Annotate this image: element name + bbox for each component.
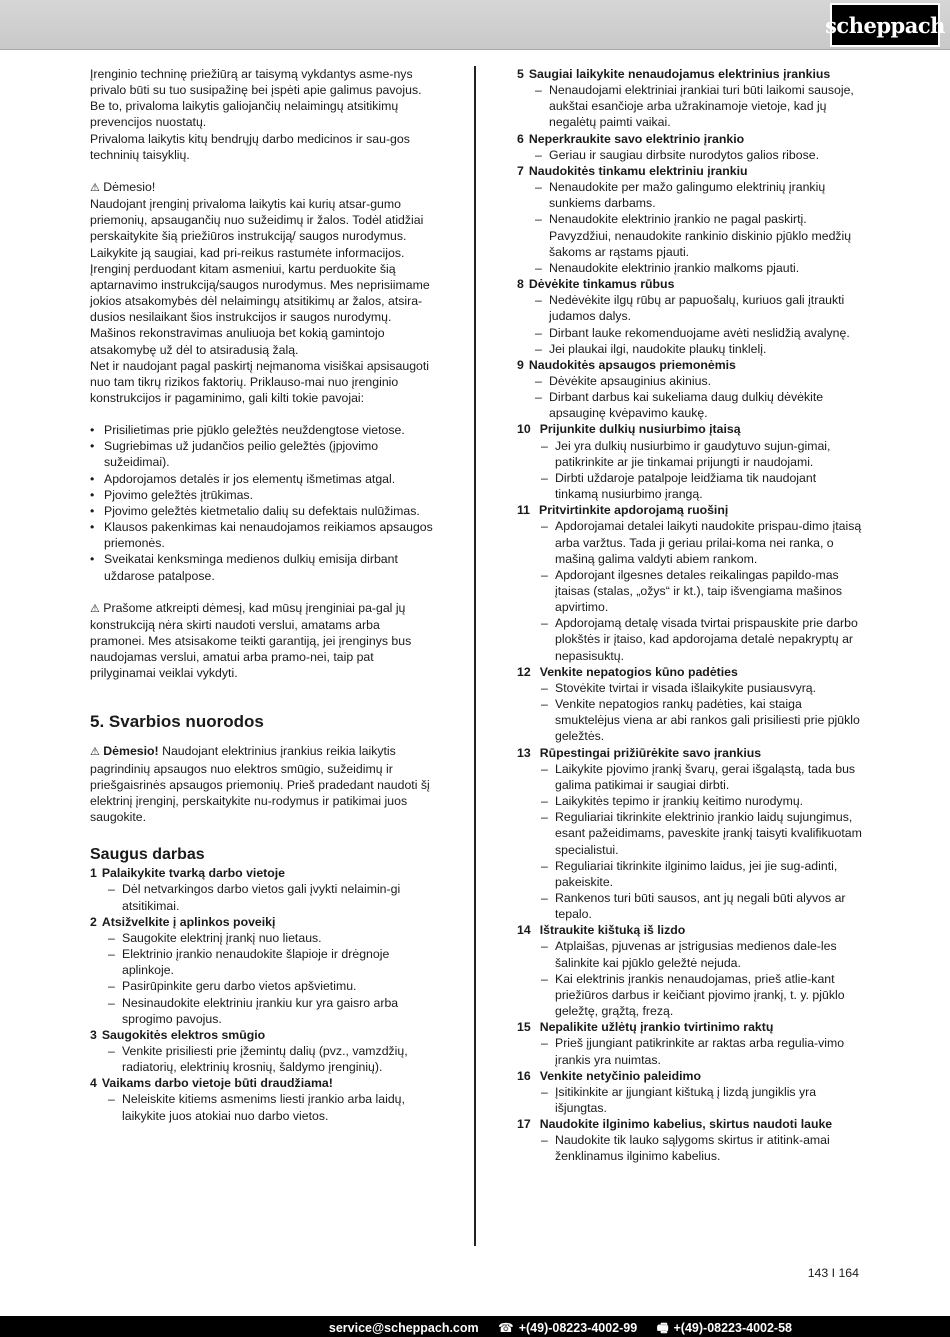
- rule-block: [517, 66, 862, 131]
- rule-heading: [517, 357, 862, 373]
- rule-item: – Laikykitės tepimo ir įrankių keitimo nurodymų.: [541, 794, 804, 809]
- rule-number: 15: [517, 1020, 531, 1035]
- rule-title: Nepalikite užlėtų įrankio tvirtinimo raktų: [539, 1020, 774, 1035]
- rule-number: 2: [90, 914, 97, 929]
- rule-title: Naudokitės apsaugos priemonėmis: [528, 357, 736, 372]
- section-attention-label: Dėmesio!: [103, 744, 159, 759]
- rule-heading: [517, 276, 862, 292]
- rule-heading: [517, 745, 862, 761]
- attention-paragraph: Naudojant įrenginį privaloma laikytis kai kurių atsar-gumo priemonių, apsaugančių nuo sužeidimų ir žalos. Todėl atidžiai perskaitykite šią priežiūros instrukciją/ saugos nurodymus. Laikykite ją saugiai, kad pri-reikus rastumėte informacijos. Įrenginį perduodant kitam asmeniui, kartu perduokite šią aptarnavimo instrukciją/saugos nurodymus. Mes neprisiimame jokios atsakomybės dėl nelaimingų atsitikimų ar žalos, atsira-dusios nesilaikant šios instrukcijos ir saugos nurodymų. Mašinos rekonstravimas anuliuoja bet kokią gamintojo atsakomybę už dėl to atsiradusią žalą.: [90, 197, 430, 357]
- rule-number: 13: [517, 745, 531, 760]
- left-column: [90, 66, 435, 1124]
- rule-item: – Nenaudokite per mažo galingumo elektrinių įrankių sunkiems darbams.: [535, 180, 826, 211]
- rule-item: – Apdorojamai detalei laikyti naudokite prispau-dimo įtaisą arba varžtus. Tada ji geriau prilai-koma nei ranka, o mašiną galima valdyti abiem rankom.: [541, 519, 862, 566]
- rule-title: Rūpestingai prižiūrėkite savo įrankius: [539, 745, 762, 760]
- rule-number: 16: [517, 1068, 531, 1083]
- phone-number: +(49)-08223-4002-99: [518, 1321, 638, 1335]
- rule-title: Ištraukite kištuką iš lizdo: [539, 923, 686, 938]
- fax-number: +(49)-08223-4002-58: [673, 1321, 792, 1335]
- rule-heading: [517, 131, 862, 147]
- rule-heading: [517, 421, 862, 437]
- rule-heading: [90, 865, 435, 881]
- safe-work-title: Saugus darbas: [90, 846, 205, 864]
- rule-item: – Dėvėkite apsauginius akinius.: [535, 373, 712, 388]
- rule-number: 7: [517, 163, 524, 178]
- rule-item: – Saugokite elektrinį įrankį nuo lietaus.: [108, 930, 322, 945]
- warning-icon: ⚠: [90, 602, 100, 615]
- rule-number: 9: [517, 357, 524, 372]
- section-attention-paragraph: [90, 743, 435, 825]
- rule-heading: [517, 1019, 862, 1035]
- risk-item: • Klausos pakenkimas kai nenaudojamos reikiamos apsaugos priemonės.: [90, 519, 435, 551]
- rule-title: Neperkraukite savo elektrinio įrankio: [528, 131, 745, 146]
- page-number: 143 I 164: [807, 1266, 859, 1280]
- rule-block: [90, 914, 435, 1027]
- column-divider: [474, 66, 476, 1246]
- rule-number: 11: [517, 503, 530, 518]
- rule-item: – Neleiskite kitiems asmenims liesti įrankio arba laidų, laikykite juos atokiai nuo darbo vietos.: [108, 1092, 405, 1123]
- rule-item: – Dirbant lauke rekomenduojame avėti neslidžią avalynę.: [535, 325, 850, 340]
- rule-number: 6: [517, 131, 524, 146]
- phone-icon: ☎: [498, 1321, 514, 1335]
- rule-item: – Rankenos turi būti sausos, ant jų negali būti alyvos ar tepalo.: [541, 890, 846, 922]
- rule-title: Dėvėkite tinkamus rūbus: [528, 277, 675, 292]
- rule-block: [517, 922, 862, 1019]
- rule-item: – Pasirūpinkite geru darbo vietos apšvietimu.: [108, 979, 357, 994]
- rule-item: – Stovėkite tvirtai ir visada išlaikykite pusiausvyrą.: [541, 680, 817, 695]
- rule-heading: [517, 1116, 862, 1132]
- rule-item: – Kai elektrinis įrankis nenaudojamas, prieš atlie-kant priežiūros darbus ir keičiant pjovimo įrankį, t. y. pjūklo geležtę, grąžtą, frezą.: [541, 971, 845, 1019]
- rule-heading: [517, 502, 862, 518]
- rule-title: Saugiai laikykite nenaudojamus elektrinius įrankius: [528, 67, 831, 81]
- rule-item: – Nesinaudokite elektriniu įrankiu kur yra gaisro arba sprogimo pavojus.: [108, 995, 399, 1026]
- rule-block: [517, 1019, 862, 1067]
- rule-heading: [90, 1075, 435, 1091]
- footer-contacts: [329, 1319, 792, 1337]
- rule-heading: [517, 163, 862, 179]
- risk-item: • Prisilietimas prie pjūklo geležtės neuždengtose vietose.: [90, 422, 435, 438]
- risk-item: • Sugriebimas už judančios peilio geležtės (įpjovimo sužeidimai).: [90, 438, 435, 470]
- risk-item: • Pjovimo geležtės įtrūkimas.: [90, 487, 435, 503]
- rule-block: [517, 276, 862, 357]
- rule-item: – Venkite prisiliesti prie įžemintų dalių (pvz., vamzdžių, radiatorių, elektrinių krosnių, šaldymo įrenginių).: [108, 1043, 408, 1075]
- rule-heading: [90, 1027, 435, 1043]
- rule-heading: [517, 1068, 862, 1084]
- rule-heading: [517, 664, 862, 680]
- rule-block: [517, 745, 862, 923]
- section-attention-text: Naudojant elektrinius įrankius reikia laikytis pagrindinių apsaugos nuo elektros smūgio, sužeidimų ir priešgaisrinės apsaugos priemonių. Prieš pradedant naudoti šį elektrinį įrenginį, perskaitykite nu-rodymus ir patikimai juos saugokite.: [90, 744, 430, 825]
- rule-title: Prijunkite dulkių nusiurbimo įtaisą: [539, 422, 741, 437]
- service-email[interactable]: service@scheppach.com: [328, 1321, 479, 1335]
- right-column: [517, 66, 862, 1165]
- rule-item: – Nedėvėkite ilgų rūbų ar papuošalų, kuriuos gali įtraukti judamos dalys.: [535, 293, 845, 324]
- rule-number: 17: [517, 1117, 531, 1132]
- rule-title: Venkite netyčinio paleidimo: [539, 1068, 701, 1083]
- rule-item: – Elektrinio įrankio nenaudokite šlapioje ir drėgnoje aplinkoje.: [108, 947, 390, 978]
- rule-title: Naudokite ilginimo kabelius, skirtus naudoti lauke: [539, 1117, 833, 1132]
- notice-text: Prašome atkreipti dėmesį, kad mūsų įrenginiai pa-gal jų konstrukciją nėra skirti naudoti verslui, amatams arba pramonei. Mes atsisakome teikti garantiją, jei įrenginys bus naudojamas verslui, amatui arba pramo-nei, taip pat prilyginamai veiklai vykdyti.: [90, 600, 412, 681]
- rule-item: – Apdorojamą detalę visada tvirtai prispauskite prie darbo plokštės ir įtaiso, kad apdorojama detalė nepakryptų ar nepasisuktų.: [541, 616, 858, 663]
- rule-block: [517, 1068, 862, 1116]
- footer-bar: [0, 1316, 950, 1337]
- rule-number: 8: [517, 277, 524, 292]
- header-bar: [0, 0, 950, 50]
- rule-item: – Geriau ir saugiau dirbsite nurodytos galios ribose.: [535, 147, 819, 162]
- rule-item: – Apdorojant ilgesnes detales reikalingas papildo-mas įtaisas (stalas, „ožys“ ir kt.), taip išvengiama mašinos apvirtimo.: [541, 567, 843, 615]
- rule-block: [517, 1116, 862, 1164]
- rule-item: – Atplaišas, pjuvenas ar įstrigusias medienos dale-les šalinkite kai pjūklo geležtė nejuda.: [541, 939, 837, 970]
- rule-block: [517, 131, 862, 163]
- notice-paragraph: [90, 600, 435, 682]
- attention-label: Dėmesio!: [103, 179, 156, 194]
- rule-item: – Naudokite tik lauko sąlygoms skirtus ir atitink-amai ženklinamus ilginimo kabelius.: [541, 1133, 830, 1164]
- rule-block: [90, 865, 435, 913]
- fax-icon: 🖷: [656, 1321, 669, 1335]
- rule-item: – Laikykite pjovimo įrankį švarų, gerai išgaląstą, tada bus galima patikimai ir saugiai dirbti.: [541, 761, 856, 792]
- rule-block: [90, 1075, 435, 1123]
- rule-item: – Prieš įjungiant patikrinkite ar raktas arba regulia-vimo įrankis yra nuimtas.: [541, 1036, 845, 1067]
- risk-item: • Sveikatai kenksminga medienos dulkių emisija dirbant uždarose patalpose.: [90, 551, 435, 583]
- rule-item: – Jei plaukai ilgi, naudokite plaukų tinklelį.: [535, 341, 767, 356]
- rule-number: 3: [90, 1027, 97, 1042]
- rule-item: – Dirbti uždaroje patalpoje leidžiama tik naudojant tinkamą nusiurbimo įrangą.: [541, 470, 817, 502]
- rule-title: Saugokitės elektros smūgio: [101, 1027, 266, 1042]
- risk-item: • Pjovimo geležtės kietmetalio dalių su defektais nulūžimas.: [90, 503, 435, 519]
- rule-block: [517, 664, 862, 745]
- rule-number: 10: [517, 422, 531, 437]
- rule-heading: [90, 914, 435, 930]
- rule-number: 12: [517, 664, 531, 679]
- section-title: 5. Svarbios nuorodos: [90, 712, 264, 732]
- rule-title: Atsižvelkite į aplinkos poveikį: [101, 914, 276, 929]
- rule-item: – Nenaudojami elektriniai įrankiai turi būti laikomi sausoje, aukštai esančioje arba užrakinamoje vietoje, kad jų negalėtų paimti vaikai.: [535, 83, 854, 130]
- rule-block: [90, 1027, 435, 1075]
- rule-block: [517, 421, 862, 502]
- rule-block: [517, 357, 862, 422]
- intro-paragraph: Įrenginio techninę priežiūrą ar taisymą vykdantys asme-nys privalo būti su tuo susipažinę bei įspėti apie galimus pavojus. Be to, privaloma laikytis galiojančių nelaimingų atsitikimų prevencijos nuostatų.: [90, 67, 422, 130]
- rule-block: [517, 502, 862, 664]
- risk-list: [90, 422, 435, 584]
- intro-paragraph-2: Privaloma laikytis kitų bendrųjų darbo medicinos ir sau-gos techninių taisyklių.: [90, 131, 410, 162]
- rule-item: – Įsitikinkite ar įjungiant kištuką į lizdą jungiklis yra išjungtas.: [541, 1084, 817, 1115]
- rule-item: – Nenaudokite elektrinio įrankio malkoms pjauti.: [535, 260, 800, 275]
- rule-item: – Dirbant darbus kai sukeliama daug dulkių dėvėkite apsauginę kvėpavimo kaukę.: [535, 390, 824, 421]
- rule-title: Vaikams darbo vietoje būti draudžiama!: [101, 1076, 333, 1091]
- rule-item: – Dėl netvarkingos darbo vietos gali įvykti nelaimin-gi atsitikimai.: [108, 882, 401, 913]
- rule-heading: [517, 66, 862, 82]
- rule-title: Pritvirtinkite apdorojamą ruošinį: [539, 503, 729, 518]
- residual-risk-paragraph: Net ir naudojant pagal paskirtį neįmanoma visiškai apsisaugoti nuo tam tikrų rizikos faktorių. Priklauso-mai nuo įrenginio konstrukcijos ir pagaminimo, gali kilti tokie pavojai:: [90, 358, 430, 405]
- rule-number: 14: [517, 923, 531, 938]
- rule-item: – Jei yra dulkių nusiurbimo ir gaudytuvo sujun-gimai, patikrinkite ar jie tinkamai prijungti ir naudojami.: [541, 438, 831, 469]
- rule-item: – Reguliariai tikrinkite elektrinio įrankio laidų sujungimus, esant pažeidimams, paveskite įrankį taisyti kvalifikuotam specialistui.: [541, 810, 862, 857]
- rule-item: – Nenaudokite elektrinio įrankio ne pagal paskirtį. Pavyzdžiui, nenaudokite rankinio diskinio pjūklo medžių šakoms ar rąstams pjauti.: [535, 212, 852, 259]
- rule-title: Palaikykite tvarką darbo vietoje: [101, 866, 286, 881]
- rule-item: – Reguliariai tikrinkite ilginimo laidus, jei jie sug-adinti, pakeiskite.: [541, 858, 838, 889]
- rule-number: 5: [517, 67, 524, 81]
- warning-icon: ⚠: [90, 746, 100, 759]
- rule-title: Naudokitės tinkamu elektriniu įrankiu: [528, 163, 748, 178]
- rule-number: 4: [90, 1076, 97, 1091]
- rule-heading: [517, 922, 862, 938]
- attention-heading: [90, 179, 435, 196]
- warning-icon: ⚠: [90, 181, 100, 194]
- rule-title: Venkite nepatogios kūno padėties: [539, 664, 738, 679]
- risk-item: • Apdorojamos detalės ir jos elementų išmetimas atgal.: [90, 471, 435, 487]
- brand-logo: scheppach: [830, 3, 940, 47]
- rule-number: 1: [90, 866, 97, 881]
- rule-item: – Venkite nepatogios rankų padėties, kai staiga smuktelėjus viena ar abi rankos gali prisiliesti prie pjūklo geležtės.: [541, 697, 860, 744]
- rule-block: [517, 163, 862, 276]
